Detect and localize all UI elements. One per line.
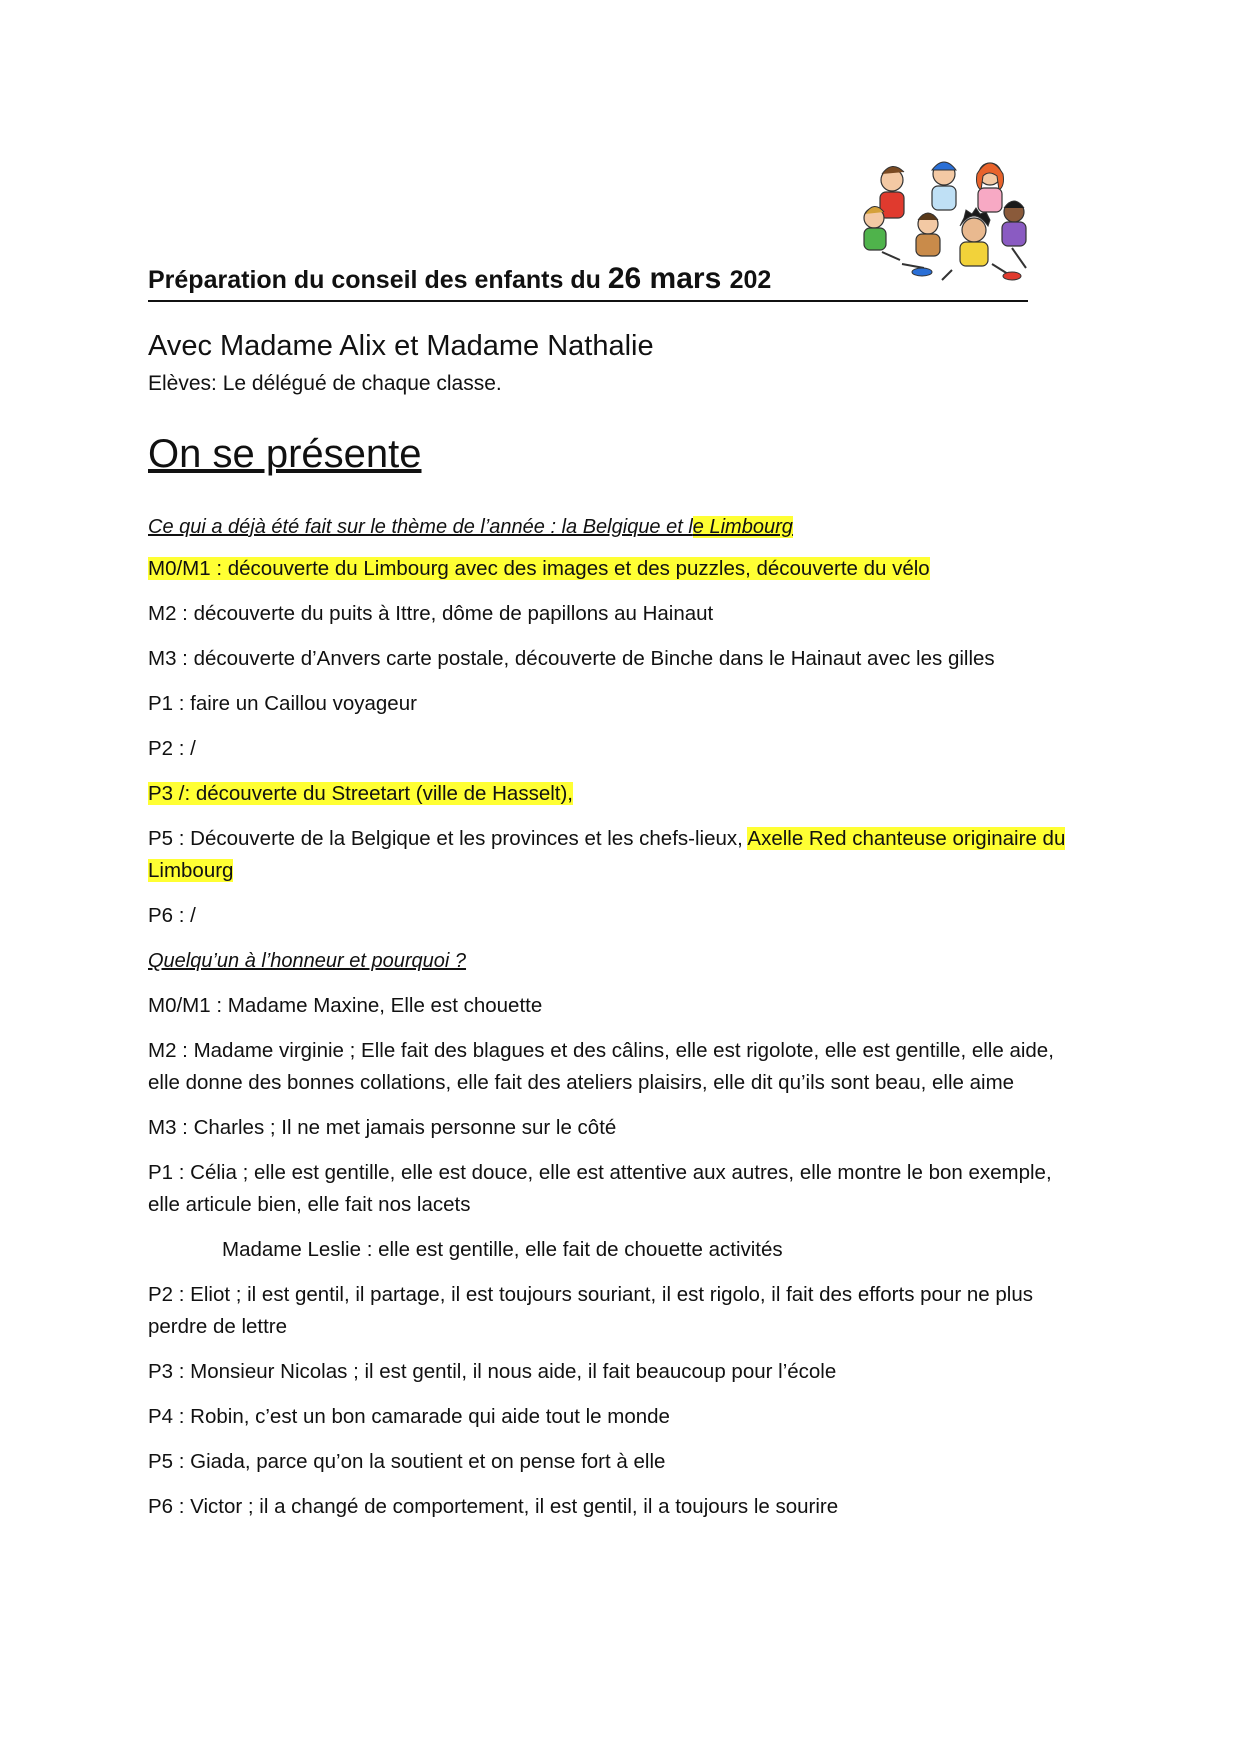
- honour-entry-p1-extra: Madame Leslie : elle est gentille, elle fait de chouette activités: [222, 1238, 783, 1261]
- honour-entry-m3: M3 : Charles ; Il ne met jamais personne sur le côté: [148, 1116, 617, 1139]
- title-date: 26 mars: [607, 262, 730, 295]
- theme-entry-p6: P6 : /: [148, 904, 196, 927]
- honour-entry-m2: [148, 1035, 1088, 1099]
- theme-entry-p1: P1 : faire un Caillou voyageur: [148, 692, 417, 715]
- theme-heading: [148, 516, 793, 539]
- title-year: 202: [729, 266, 772, 294]
- p2-line2: perdre de lettre: [148, 1315, 288, 1338]
- honour-entry-p2: [148, 1279, 1088, 1343]
- p5-highlight-line2: Limbourg: [148, 859, 234, 882]
- theme-heading-highlight: e Limbourg: [692, 516, 793, 538]
- theme-entry-p5: [148, 823, 1088, 887]
- theme-entry-m3: M3 : découverte d’Anvers carte postale, découverte de Binche dans le Hainaut avec les gilles: [148, 647, 995, 670]
- m2-line2: elle donne des bonnes collations, elle fait des ateliers plaisirs, elle dit qu’ils sont beau, elle aime: [148, 1071, 1015, 1094]
- p2-line1: P2 : Eliot ; il est gentil, il partage, il est toujours souriant, il est rigolo, il fait des efforts pour ne plus: [148, 1283, 1033, 1306]
- theme-entry-p3: [148, 778, 1088, 810]
- honour-entry-m0m1: M0/M1 : Madame Maxine, Elle est chouette: [148, 994, 543, 1017]
- document-title: [148, 258, 1028, 302]
- m2-line1: M2 : Madame virginie ; Elle fait des blagues et des câlins, elle est rigolote, elle est gentille, elle aide,: [148, 1039, 1054, 1062]
- honour-heading: Quelqu’un à l’honneur et pourquoi ?: [148, 950, 467, 972]
- pupils-line: Elèves: Le délégué de chaque classe.: [148, 372, 502, 395]
- highlight: M0/M1 : découverte du Limbourg avec des images et des puzzles, découverte du vélo: [148, 557, 930, 580]
- honour-entry-p1: [148, 1157, 1088, 1221]
- p1-line1: P1 : Célia ; elle est gentille, elle est douce, elle est attentive aux autres, elle montre le bon exemple,: [148, 1161, 1052, 1184]
- honour-entry-p5: P5 : Giada, parce qu’on la soutient et on pense fort à elle: [148, 1450, 666, 1473]
- p5-highlight: Axelle Red chanteuse originaire du: [747, 827, 1066, 850]
- honour-entry-p3: P3 : Monsieur Nicolas ; il est gentil, il nous aide, il fait beaucoup pour l’école: [148, 1360, 837, 1383]
- honour-entry-p4: P4 : Robin, c’est un bon camarade qui aide tout le monde: [148, 1405, 670, 1428]
- honour-entry-p6: P6 : Victor ; il a changé de comportement, il est gentil, il a toujours le sourire: [148, 1495, 839, 1518]
- subtitle: Avec Madame Alix et Madame Nathalie: [148, 330, 654, 362]
- section-title: On se présente: [148, 432, 422, 476]
- theme-entry-p2: P2 : /: [148, 737, 196, 760]
- theme-heading-text: Ce qui a déjà été fait sur le thème de l’année : la Belgique et l: [148, 516, 693, 538]
- theme-entry-m2: M2 : découverte du puits à Ittre, dôme de papillons au Hainaut: [148, 602, 714, 625]
- theme-entry-m0m1: [148, 553, 1088, 585]
- highlight: P3 /: découverte du Streetart (ville de Hasselt),: [148, 782, 574, 805]
- title-text: Préparation du conseil des enfants du: [148, 266, 608, 294]
- p1-line2: elle articule bien, elle fait nos lacets: [148, 1193, 471, 1216]
- p5-text: P5 : Découverte de la Belgique et les provinces et les chefs-lieux,: [148, 827, 748, 850]
